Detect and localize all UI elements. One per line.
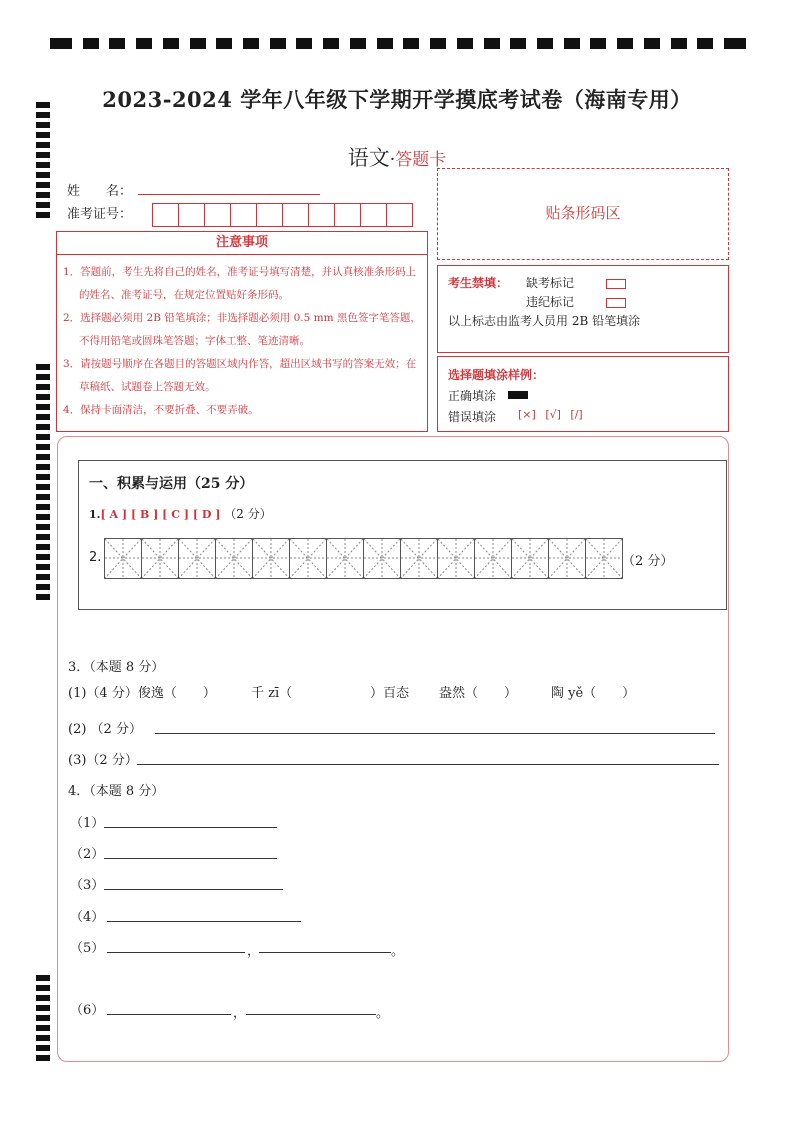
q1-points: （2 分） [224,507,272,521]
grid-cell[interactable] [548,538,586,579]
q4-item-3-label: （3） [70,878,105,893]
q4-title: 4．（本题 8 分） [68,784,165,799]
absent-label: 缺考标记 [526,276,575,290]
q4-item-4-label: （4） [70,910,105,925]
timing-marks-left-3 [36,975,50,1065]
notice-item: 4．保持卡面清洁，不要折叠、不要弄破。 [63,404,259,416]
grid-cell[interactable] [252,538,290,579]
grid-cell[interactable] [104,538,142,579]
q3-part1-e: 陶 yě（ ） [551,686,636,701]
wrong-mark: [×] [518,408,536,421]
correct-label: 正确填涂 [448,389,497,403]
q2-points: （2 分） [622,554,674,569]
q4-item-5-label: （5） [70,941,105,956]
q3-part2-label: (2) （2 分） [68,722,142,737]
notice-heading: 注意事项 [57,232,427,255]
grid-cell[interactable] [215,538,253,579]
q1-choices [89,505,272,522]
timing-marks-top [50,38,746,50]
q4-item-6-line-b[interactable] [246,1014,376,1015]
q3-part2-answer-line[interactable] [155,733,715,734]
section1-heading: 一、积累与运用（25 分） [89,476,254,492]
q1-option-c[interactable]: [ C ] [162,508,189,521]
q4-item-2-label: （2） [70,847,105,862]
q4-item-5-period: 。 [391,944,405,959]
q4-item-6-period: 。 [376,1006,390,1021]
q4-item-1-label: （1） [70,816,105,831]
fill-sample-box [437,356,729,432]
wrong-fill-samples [518,408,583,421]
wrong-mark: [/] [570,408,583,421]
grid-cell[interactable] [141,538,179,579]
examinee-forbidden-box [437,265,729,353]
title-dot: · [389,150,396,170]
q4-item-6-label: （6） [70,1003,105,1018]
card-label: 答题卡 [395,150,447,170]
q4-item-6-comma: ， [233,1006,247,1021]
name-label: 姓 名： [67,184,133,199]
wrong-label: 错误填涂 [448,410,497,424]
q4-item-5-line-a[interactable] [107,952,245,953]
forbidden-label: 考生禁填： [448,276,509,290]
id-label: 准考证号： [67,207,133,222]
q3-part1-d: 盎然（ ） [439,686,518,701]
grid-cell[interactable] [585,538,623,579]
q3-part1-label: (1)（4 分）俊逸（ ） [68,686,216,701]
notice-item: 3．请按题号顺序在各题目的答题区域内作答，超出区域书写的答案无效；在草稿纸、试题卷上答题无效。 [63,358,417,393]
timing-marks-left-2 [36,364,50,604]
q1-option-a[interactable]: [ A ] [100,508,128,521]
section1-box [78,460,727,610]
q1-option-d[interactable]: [ D ] [192,508,221,521]
q4-item-5-comma: ， [247,944,261,959]
grid-cell[interactable] [437,538,475,579]
q4-item-3-line[interactable] [104,889,283,890]
grid-cell[interactable] [511,538,549,579]
exam-title: 2023-2024 学年八年级下学期开学摸底考试卷（海南专用） [102,87,692,112]
wrong-mark: [√] [545,408,561,421]
barcode-area: 贴条形码区 [437,168,729,260]
grid-cell[interactable] [326,538,364,579]
q3-part1-b: 千 zī（ [251,686,293,701]
grid-cell[interactable] [400,538,438,579]
notice-box [56,231,428,432]
grid-cell[interactable] [474,538,512,579]
q3-part3-label: (3)（2 分） [68,753,138,768]
id-number-boxes[interactable] [152,203,412,227]
q2-writing-grid[interactable] [104,538,622,579]
q3-part1-c: ）百态 [370,686,410,701]
absent-mark-box[interactable] [606,276,626,290]
q2-number: 2. [89,550,102,565]
q4-item-4-line[interactable] [107,921,301,922]
violation-label: 违纪标记 [526,295,575,309]
violation-mark-box[interactable] [606,295,626,309]
q4-item-5-line-b[interactable] [259,952,391,953]
grid-cell[interactable] [178,538,216,579]
grid-cell[interactable] [363,538,401,579]
q3-title: 3．（本题 8 分） [68,660,165,675]
q4-item-2-line[interactable] [104,858,277,859]
notice-item: 2．选择题必须用 2B 铅笔填涂；非选择题必须用 0.5 mm 黑色签字笔答题，不得用铅笔或圆珠笔答题；字体工整、笔迹清晰。 [63,312,421,347]
notice-item: 1．答题前，考生先将自己的姓名，准考证号填写清楚，并认真核准条形码上的姓名、准考证号，在规定位置贴好条形码。 [63,266,417,301]
sample-title: 选择题填涂样例： [448,368,545,382]
forbidden-note: 以上标志由监考人员用 2B 铅笔填涂 [448,314,641,328]
grid-cell[interactable] [289,538,327,579]
name-field[interactable] [138,194,320,195]
correct-fill-sample [508,391,528,399]
q4-item-1-line[interactable] [104,827,277,828]
q1-option-b[interactable]: [ B ] [130,508,159,521]
subject-label: 语文 [347,146,390,170]
q4-item-6-line-a[interactable] [107,1014,231,1015]
q3-part3-answer-line[interactable] [137,764,719,765]
q1-number: 1. [89,508,101,521]
